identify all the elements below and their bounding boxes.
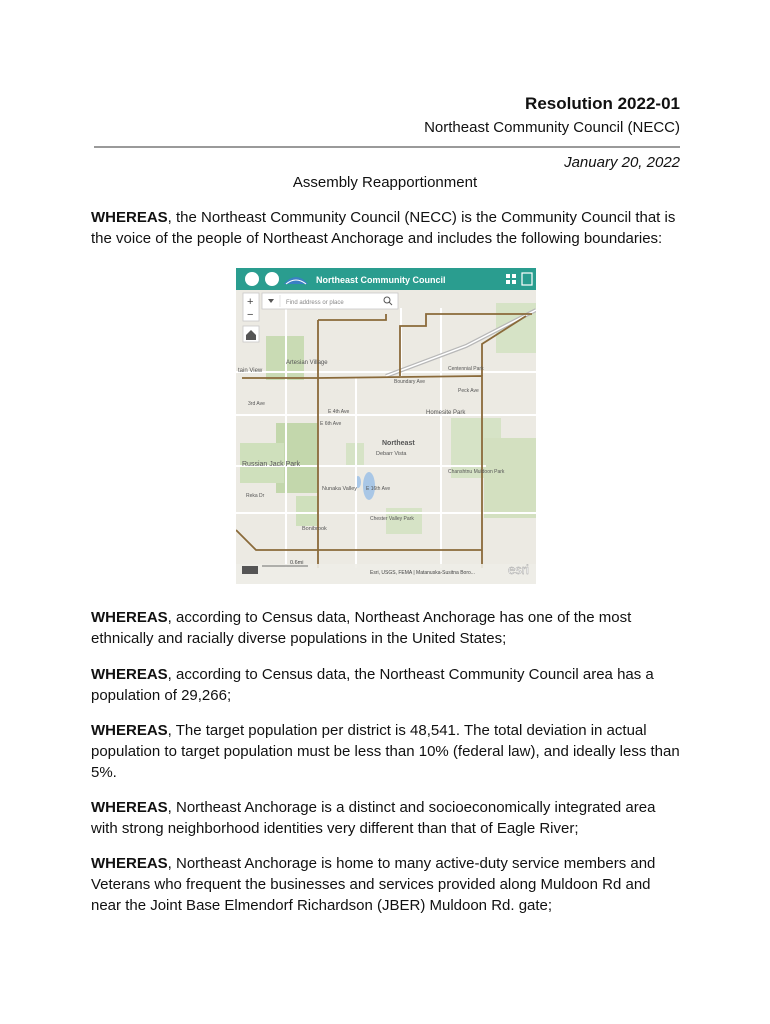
whereas-label: WHEREAS: [91, 799, 168, 816]
esri-logo: esri: [508, 562, 529, 577]
whereas-label: WHEREAS: [91, 609, 168, 626]
paragraph-text: , the Northeast Community Council (NECC) is the Community Council that is the voice of the people of Northeast Anchorage and includes the following boundaries:: [91, 209, 676, 247]
map-label-peck-ave: Peck Ave: [458, 388, 479, 394]
search-input[interactable]: Find address or place: [286, 300, 344, 306]
whereas-paragraph-2: [91, 607, 681, 649]
whereas-paragraph-5: [91, 797, 681, 839]
map-label-debarr-vista: Debarr Vista: [376, 451, 407, 457]
map-label-russian-jack: Russian Jack Park: [242, 461, 300, 468]
header-divider: [94, 146, 680, 148]
whereas-paragraph-1: [91, 207, 681, 249]
whereas-label: WHEREAS: [91, 209, 168, 226]
paragraph-text: , Northeast Anchorage is a distinct and socioeconomically integrated area with strong neighborhood identities very different than that of Eagle River;: [91, 799, 656, 837]
map-label-nunaka: Nunaka Valley: [322, 486, 358, 492]
map-label-northeast: Northeast: [382, 440, 415, 447]
council-name: Northeast Community Council (NECC): [424, 119, 680, 136]
map-label-6th-ave: E 6th Ave: [320, 421, 342, 427]
paragraph-text: , according to Census data, the Northeast Community Council area has a population of 29,266;: [91, 666, 654, 704]
map-label-16th-ave: E 16th Ave: [366, 486, 391, 492]
map-label-bonibrook: Bonibrook: [302, 526, 327, 532]
paragraph-text: , The target population per district is 48,541. The total deviation in actual population to target population must be less than 10% (federal law), and ideally less than 5%.: [91, 722, 680, 781]
map-label-reka: Reka Dr: [246, 493, 265, 499]
map-label-3rd-ave: 3rd Ave: [248, 401, 265, 407]
map-label-chester: Chester Valley Park: [370, 516, 414, 522]
map-attribution: Esri, USGS, FEMA | Matanuska-Susitna Boro...: [370, 570, 475, 576]
map-label-homesite: Homesite Park: [426, 410, 466, 416]
whereas-label: WHEREAS: [91, 722, 168, 739]
map-label-centennial: Centennial Park: [448, 366, 484, 372]
resolution-date: January 20, 2022: [564, 154, 680, 171]
resolution-subject: Assembly Reapportionment: [292, 174, 478, 191]
map-label-artesian: Artesian Village: [286, 360, 328, 366]
map-app-title: Northeast Community Council: [316, 275, 446, 285]
resolution-title: Resolution 2022-01: [525, 94, 680, 113]
whereas-label: WHEREAS: [91, 855, 168, 872]
paragraph-text: , according to Census data, Northeast Anchorage has one of the most ethnically and racially diverse populations in the United States;: [91, 609, 632, 647]
map-label-boundary-ave: Boundary Ave: [394, 379, 426, 385]
map-label-chanshtnu: Chanshtnu Muldoon Park: [448, 469, 505, 475]
necc-boundary-map: [236, 268, 536, 584]
whereas-paragraph-6: [91, 853, 681, 916]
map-label-mountain-view: tain View: [238, 368, 263, 374]
zoom-out-button[interactable]: −: [247, 309, 254, 321]
whereas-label: WHEREAS: [91, 666, 168, 683]
paragraph-text: , Northeast Anchorage is home to many active-duty service members and Veterans who frequent the businesses and services provided along Muldoon Rd and near the Joint Base Elmendorf Richardson (JBER) Muldoon Rd. gate;: [91, 855, 656, 914]
whereas-paragraph-3: [91, 664, 681, 706]
zoom-in-button[interactable]: +: [247, 296, 254, 308]
whereas-paragraph-4: [91, 720, 681, 783]
map-label-4th-ave: E 4th Ave: [328, 409, 350, 415]
map-scale-label: 0.6mi: [290, 560, 304, 566]
